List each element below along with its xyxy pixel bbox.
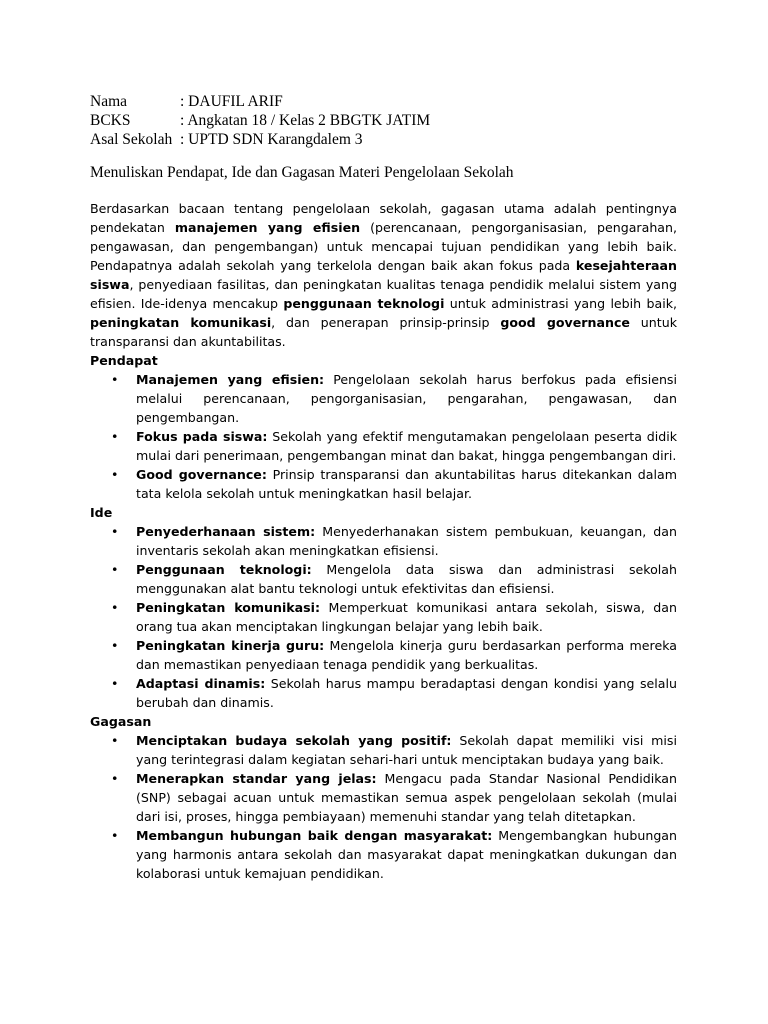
item-text: Sekolah yang efektif mengutamakan pengelolaan peserta didik mulai dari penerimaan, pengembangan minat dan bakat, hingga pengembangan diri.: [136, 429, 677, 463]
intro-text: , dan penerapan prinsip-prinsip: [271, 315, 501, 330]
list-item: [90, 370, 677, 427]
item-text: Mengelola kinerja guru berdasarkan performa mereka dan memastikan penyediaan tenaga pendidik yang berkualitas.: [136, 638, 677, 672]
intro-text: , penyediaan fasilitas, dan peningkatan kualitas tenaga pendidik melalui sistem yang efisien. Ide-idenya mencakup: [90, 277, 677, 311]
intro-bold: kesejahteraan siswa: [90, 258, 677, 292]
section-heading-gagasan: Gagasan: [90, 714, 152, 729]
bullet-icon: •: [111, 467, 119, 482]
identity-label: Asal Sekolah: [90, 131, 173, 148]
bullet-icon: •: [111, 676, 119, 691]
item-text: Mengembangkan hubungan yang harmonis antara sekolah dan masyarakat dapat meningkatkan dukungan dan kolaborasi untuk kemajuan pendidikan.: [136, 828, 678, 881]
list-item: [90, 731, 677, 769]
bullet-icon: •: [111, 638, 119, 653]
identity-block: [90, 92, 430, 149]
intro-text: untuk administrasi yang lebih baik,: [444, 296, 677, 311]
identity-row-bcks: [90, 111, 430, 130]
list-item: [90, 826, 677, 883]
list-ide: [90, 522, 677, 712]
bullet-icon: •: [111, 733, 119, 748]
item-text: Mengelola data siswa dan administrasi sekolah menggunakan alat bantu teknologi untuk efektivitas dan efisiensi.: [136, 562, 677, 596]
item-text: Prinsip transparansi dan akuntabilitas harus ditekankan dalam tata kelola sekolah untuk meningkatkan hasil belajar.: [136, 467, 677, 501]
list-item: [90, 427, 677, 465]
item-text: Memperkuat komunikasi antara sekolah, siswa, dan orang tua akan menciptakan lingkungan belajar yang lebih baik.: [136, 600, 677, 634]
item-term: Membangun hubungan baik dengan masyarakat:: [136, 828, 493, 843]
item-text: Pengelolaan sekolah harus berfokus pada efisiensi melalui perencanaan, pengorganisasian, pengarahan, pengawasan, dan pengembangan.: [136, 372, 677, 425]
list-pendapat: [90, 370, 677, 503]
identity-value: : DAUFIL ARIF: [180, 93, 283, 110]
item-term: Menerapkan standar yang jelas:: [136, 771, 377, 786]
item-term: Adaptasi dinamis:: [136, 676, 266, 691]
bullet-icon: •: [111, 771, 119, 786]
list-item: [90, 636, 677, 674]
item-term: Penyederhanaan sistem:: [136, 524, 316, 539]
item-term: Peningkatan kinerja guru:: [136, 638, 325, 653]
identity-row-name: [90, 92, 430, 111]
item-text: Menyederhanakan sistem pembukuan, keuangan, dan inventaris sekolah akan meningkatkan efisiensi.: [136, 524, 677, 558]
item-text: Mengacu pada Standar Nasional Pendidikan (SNP) sebagai acuan untuk memastikan semua aspek pengelolaan sekolah (mulai dari isi, proses, hingga pembiayaan) memenuhi standar yang telah ditetapkan.: [136, 771, 677, 824]
intro-bold: good governance: [500, 315, 630, 330]
identity-value: : Angkatan 18 / Kelas 2 BBGTK JATIM: [180, 112, 431, 129]
identity-label: Nama: [90, 93, 128, 110]
item-term: Good governance:: [136, 467, 267, 482]
bullet-icon: •: [111, 562, 119, 577]
list-gagasan: [90, 731, 677, 883]
bullet-icon: •: [111, 372, 119, 387]
list-item: [90, 674, 677, 712]
bullet-icon: •: [111, 600, 119, 615]
item-term: Manajemen yang efisien:: [136, 372, 325, 387]
item-term: Penggunaan teknologi:: [136, 562, 312, 577]
document-title: Menuliskan Pendapat, Ide dan Gagasan Materi Pengelolaan Sekolah: [90, 164, 514, 181]
document-body: [90, 199, 677, 883]
list-item: [90, 769, 677, 826]
identity-label: BCKS: [90, 112, 131, 129]
intro-text: (perencanaan, pengorganisasian, pengarahan, pengawasan, dan pengembangan) untuk mencapai tujuan pendidikan yang lebih baik. Pendapatnya adalah sekolah yang terkelola dengan baik akan fokus pada: [90, 220, 678, 273]
identity-row-school: [90, 130, 430, 149]
bullet-icon: •: [111, 429, 119, 444]
section-heading-ide: Ide: [90, 505, 113, 520]
intro-text: Berdasarkan bacaan tentang pengelolaan sekolah, gagasan utama adalah pentingnya pendekatan: [90, 201, 677, 235]
list-item: [90, 522, 677, 560]
bullet-icon: •: [111, 524, 119, 539]
item-term: Menciptakan budaya sekolah yang positif:: [136, 733, 452, 748]
list-item: [90, 465, 677, 503]
item-text: Sekolah dapat memiliki visi misi yang terintegrasi dalam kegiatan sehari-hari untuk menciptakan budaya yang baik.: [136, 733, 677, 767]
item-term: Peningkatan komunikasi:: [136, 600, 321, 615]
identity-value: : UPTD SDN Karangdalem 3: [180, 131, 363, 148]
intro-bold: penggunaan teknologi: [283, 296, 445, 311]
list-item: [90, 598, 677, 636]
item-term: Fokus pada siswa:: [136, 429, 268, 444]
intro-text: untuk transparansi dan akuntabilitas.: [90, 315, 677, 349]
bullet-icon: •: [111, 828, 119, 843]
intro-bold: peningkatan komunikasi: [90, 315, 272, 330]
section-heading-pendapat: Pendapat: [90, 353, 158, 368]
list-item: [90, 560, 677, 598]
item-text: Sekolah harus mampu beradaptasi dengan kondisi yang selalu berubah dan dinamis.: [136, 676, 677, 710]
intro-bold: manajemen yang efisien: [174, 220, 361, 235]
intro-paragraph: [90, 199, 677, 351]
